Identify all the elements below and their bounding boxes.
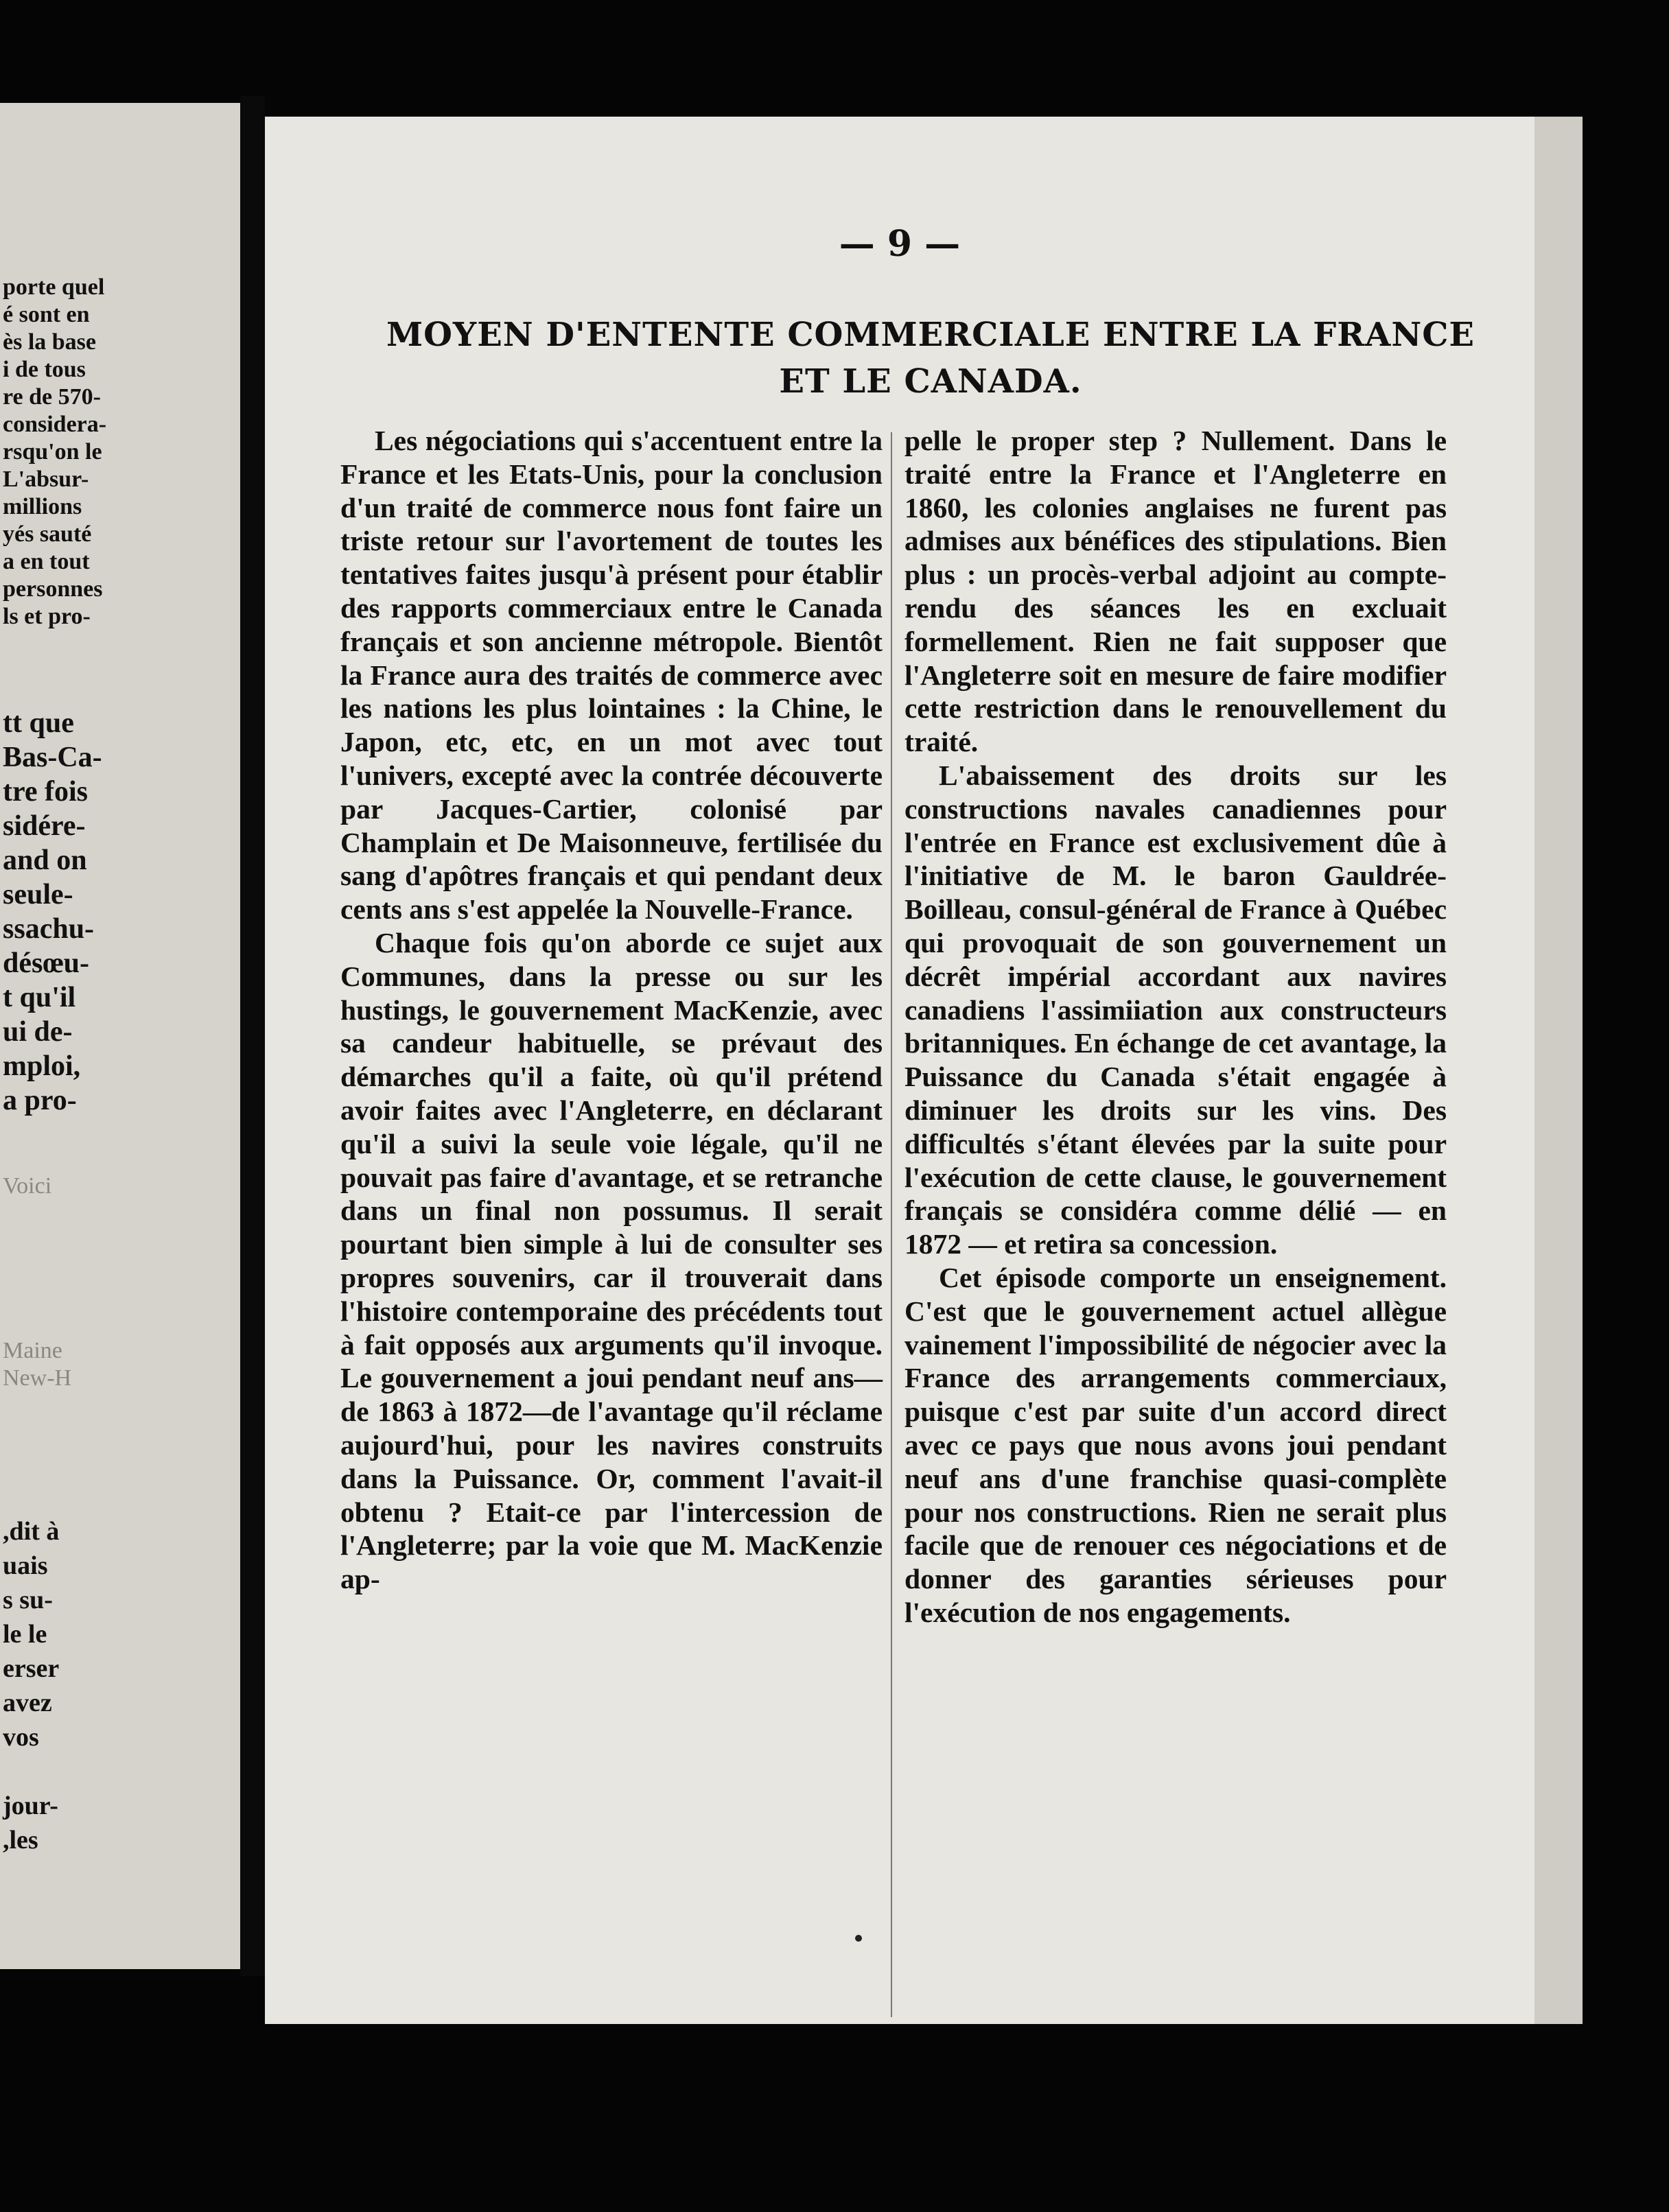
left-page-fragment: Bas-Ca- xyxy=(3,742,102,773)
article-title-line-1: MOYEN D'ENTENTE COMMERCIALE ENTRE LA FRANCE xyxy=(386,316,1475,354)
left-page-fragment: désœu- xyxy=(3,948,90,979)
page-edge xyxy=(1534,117,1583,2024)
paragraph: Cet épisode comporte un enseignement. C'est que le gouvernement actuel allègue vainement l'impossibilité de négocier avec la France des arrangements commerciaux, puisque c'est par suite d'un accord direct avec ce pays que nous avons joui pendant neuf ans d'une franchise quasi-complète pour nos constructions. Rien ne serait plus facile que de renouer ces négociations et de donner des garanties sérieuses pour l'exécution de nos engagements. xyxy=(904,1261,1447,1628)
page-number: — 9 — xyxy=(839,223,961,265)
left-page-fragment: seule- xyxy=(3,879,73,910)
left-page-fragment: Voici xyxy=(3,1173,52,1199)
left-page-fragment: ssachu- xyxy=(3,913,95,945)
left-page-fragment: personnes xyxy=(3,576,103,602)
left-page-fragment: yés sauté xyxy=(3,521,92,547)
left-page-fragment: ui de- xyxy=(3,1016,73,1048)
left-page-fragment: Maine xyxy=(3,1338,62,1363)
left-page-fragment: vos xyxy=(3,1723,39,1752)
left-page-fragment: a en tout xyxy=(3,549,90,574)
paragraph: pelle le proper step ? Nullement. Dans le traité entre la France et l'Angleterre en 1860, les colonies anglaises ne furent pas admises aux bénéfices des stipulations. Bien plus : un procès-verbal adjoint au compte-rendu des séances les en excluait formellement. Rien ne fait supposer que l'Angleterre soit en mesure de faire modifier cette restriction dans le renouvellement du traité. xyxy=(904,425,1447,758)
left-page-fragment: sidére- xyxy=(3,810,86,842)
left-page-fragment: jour- xyxy=(3,1791,58,1820)
left-page-fragment: New-H xyxy=(3,1365,72,1391)
left-page-fragment: tt que xyxy=(3,707,74,739)
left-page-fragment: considera- xyxy=(3,412,107,437)
left-page-fragment: s su- xyxy=(3,1586,53,1614)
left-page-fragment: le le xyxy=(3,1620,47,1649)
left-page-fragment: ès la base xyxy=(3,329,96,355)
article-title-line-2: ET LE CANADA. xyxy=(779,362,1082,401)
left-text-column xyxy=(340,424,883,1596)
left-page-fragment: porte quel xyxy=(3,274,105,300)
left-page-fragment: é sont en xyxy=(3,302,90,327)
adjacent-left-page xyxy=(0,103,240,1969)
left-page-fragment: re de 570- xyxy=(3,384,101,410)
left-page-fragment: uais xyxy=(3,1551,48,1580)
column-divider xyxy=(891,432,892,2017)
print-speck xyxy=(855,1935,862,1942)
left-page-fragment: t qu'il xyxy=(3,982,76,1013)
left-page-fragment: ,dit à xyxy=(3,1517,60,1546)
left-page-fragment: and on xyxy=(3,845,87,876)
left-page-fragment: a pro- xyxy=(3,1085,77,1116)
left-page-fragment: mploi, xyxy=(3,1050,81,1082)
paragraph: Les négociations qui s'accentuent entre la France et les Etats-Unis, pour la conclusion d'un traité de commerce nous font faire un triste retour sur l'avortement de toutes les tentatives faites jusqu'à présent pour établir des rapports commerciaux entre le Canada français et son ancienne métropole. Bientôt la France aura des traités de commerce avec les nations les plus lointaines : la Chine, le Japon, etc, etc, en un mot avec tout l'univers, excepté avec la contrée découverte par Jacques-Cartier, colonisé par Champlain et De Maisonneuve, fertilisée du sang d'apôtres français et qui pendant deux cents ans s'est appelée la Nouvelle-France. xyxy=(340,425,883,926)
left-page-fragment: erser xyxy=(3,1654,60,1683)
left-page-fragment: millions xyxy=(3,494,82,519)
left-page-fragment: ,les xyxy=(3,1826,38,1855)
document-page xyxy=(265,117,1534,2024)
book-gutter xyxy=(240,96,265,1976)
paragraph: Chaque fois qu'on aborde ce sujet aux Communes, dans la presse ou sur les hustings, le gouvernement MacKenzie, avec sa candeur habituelle, se prévaut des démarches qu'il a faite, où qu'il prétend avoir faites avec l'Angleterre, en déclarant qu'il a suivi la seule voie légale, qu'il ne pouvait pas faire d'avantage, et se retranche dans un final non possumus. Il serait pourtant bien simple à lui de consulter ses propres souvenirs, car il trouverait dans l'histoire contemporaine des précédents tout à fait opposés aux arguments qu'il invoque. Le gouvernement a joui pendant neuf ans—de 1863 à 1872—de l'avantage qu'il réclame aujourd'hui, pour les navires construits dans la Puissance. Or, comment l'avait-il obtenu ? Etait-ce par l'intercession de l'Angleterre; par la voie que M. MacKenzie ap- xyxy=(340,926,883,1595)
right-text-column xyxy=(904,424,1447,1629)
left-page-fragment: L'absur- xyxy=(3,467,89,492)
left-page-fragment: i de tous xyxy=(3,357,86,382)
paragraph: L'abaissement des droits sur les constructions navales canadiennes pour l'entrée en France est exclusivement dûe à l'initiative de M. le baron Gauldrée-Boilleau, consul-général de France à Québec qui provoquait de son gouvernement un décrêt impérial accordant aux navires canadiens l'assimiiation aux constructeurs britanniques. En échange de cet avantage, la Puissance du Canada s'était engagée à diminuer les droits sur les vins. Des difficultés s'étant élevées par la suite pour l'exécution de cette clause, le gouvernement français se considéra comme délié — en 1872 — et retira sa concession. xyxy=(904,759,1447,1260)
left-page-fragment: tre fois xyxy=(3,776,89,808)
left-page-fragment: rsqu'on le xyxy=(3,439,102,464)
left-page-fragment: avez xyxy=(3,1689,52,1717)
left-page-fragment: ls et pro- xyxy=(3,604,91,629)
